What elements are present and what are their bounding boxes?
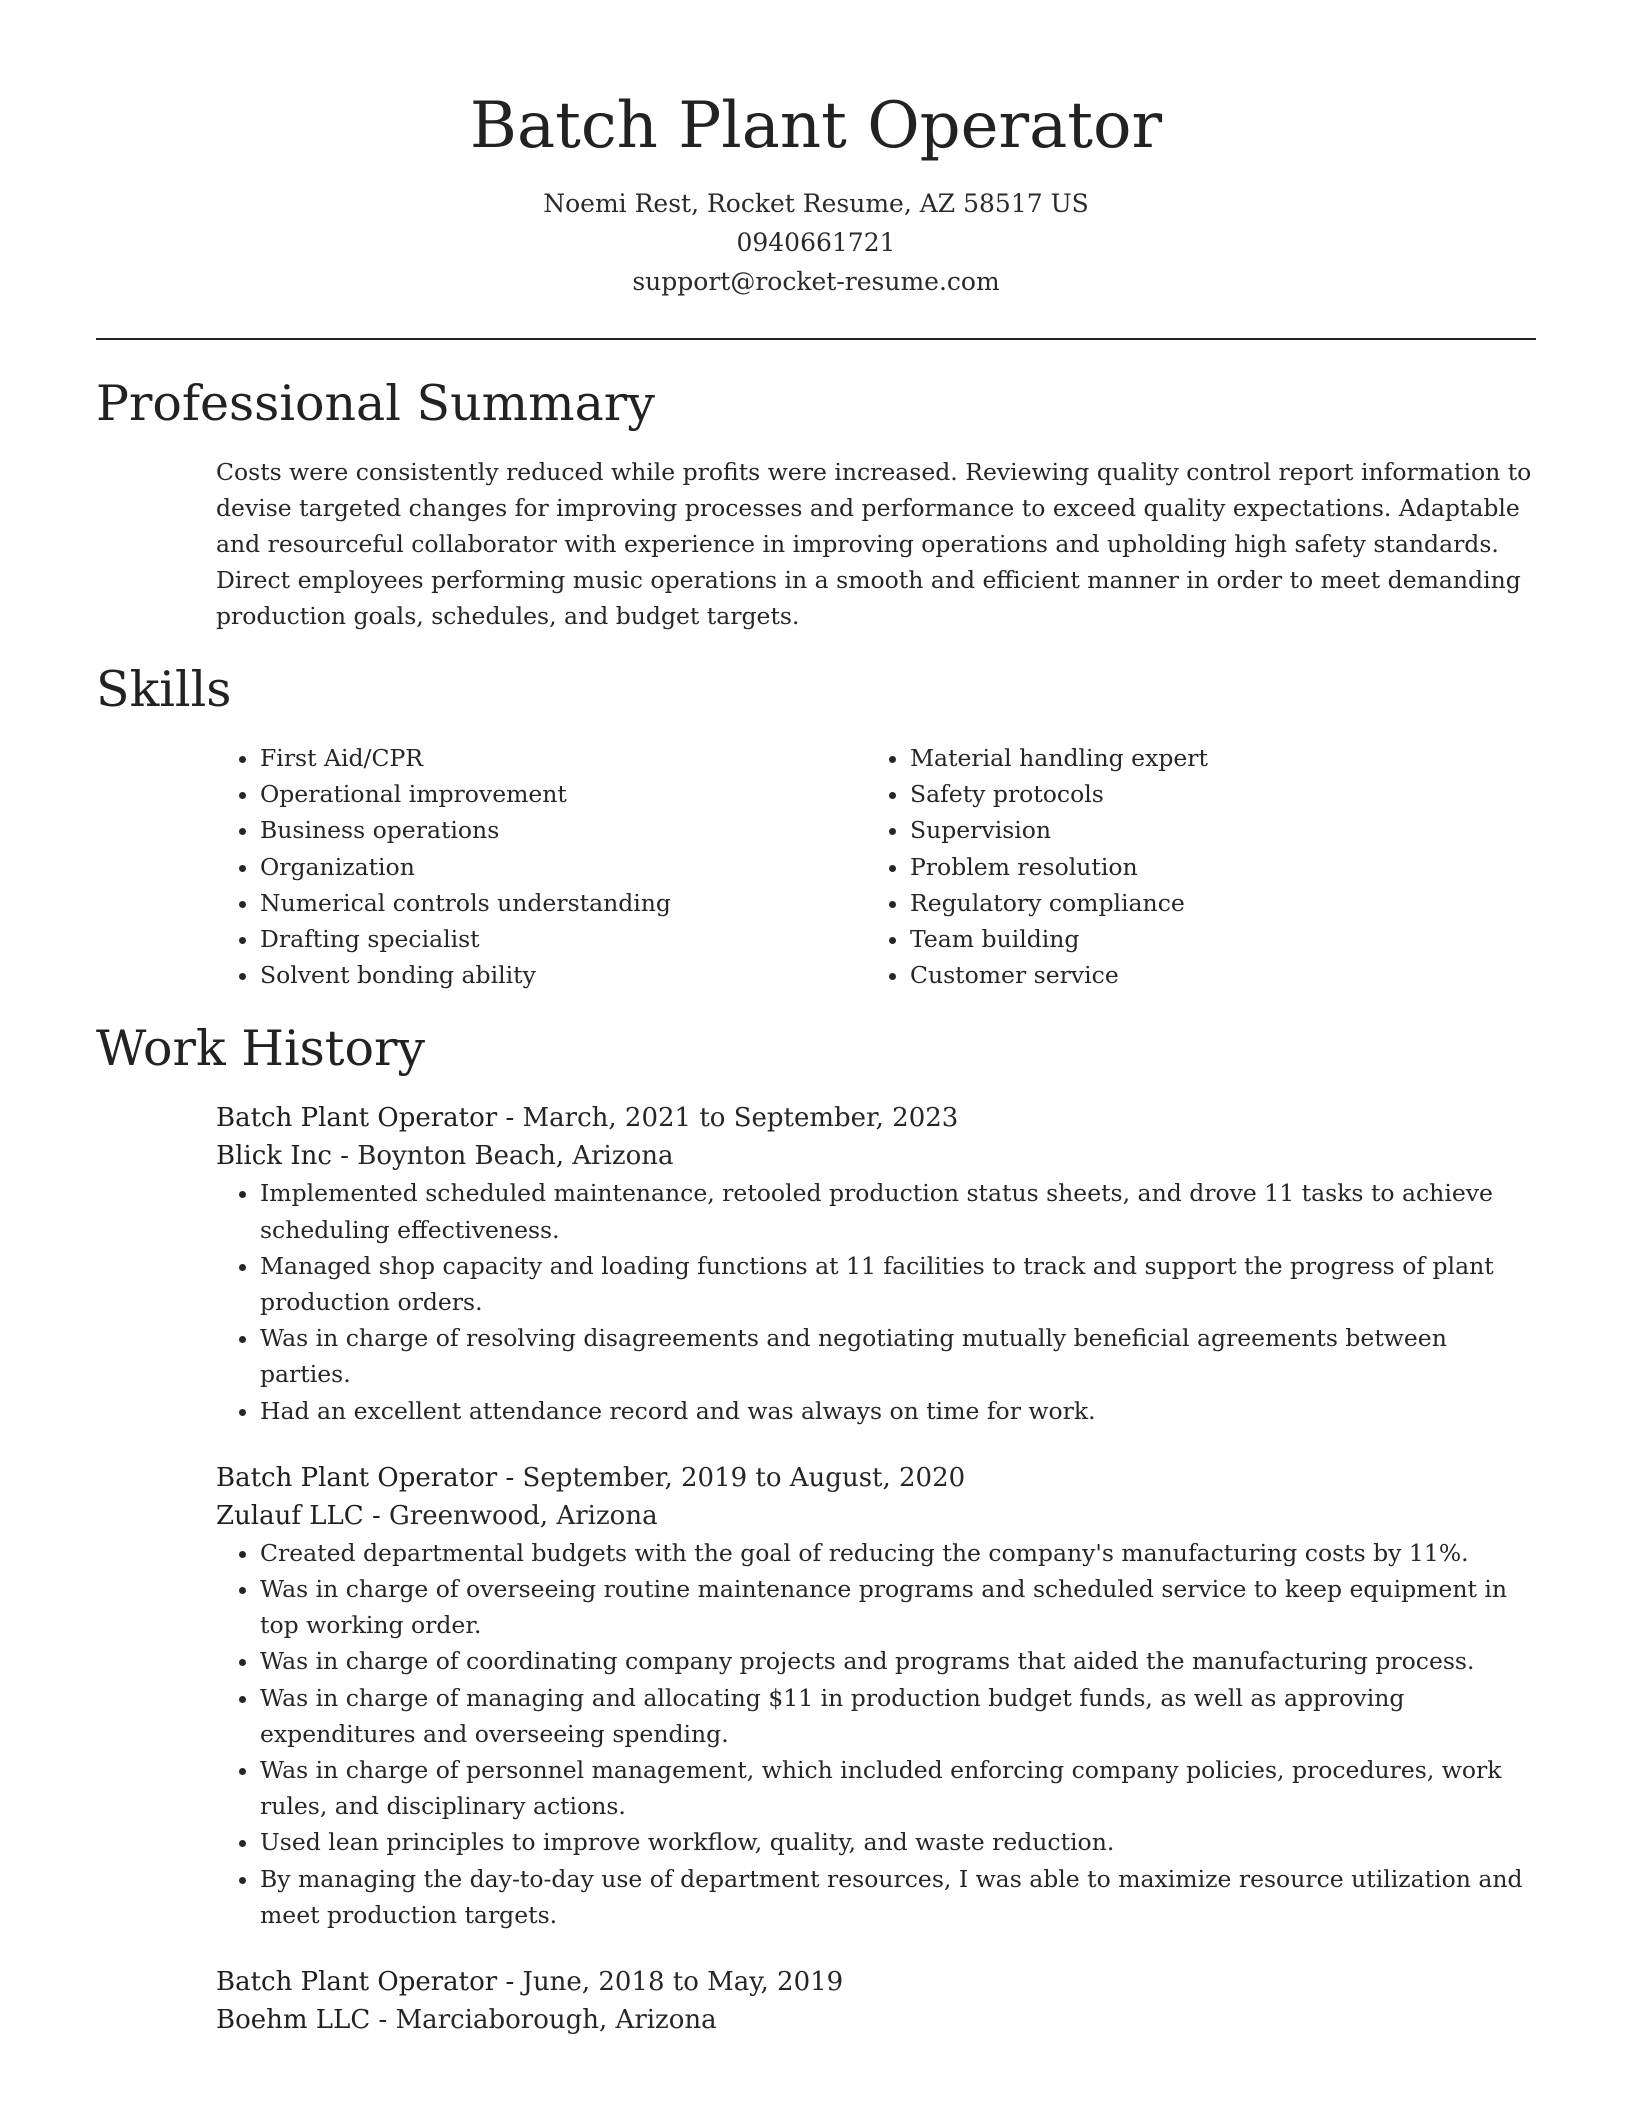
contact-block bbox=[96, 184, 1536, 301]
skill-item: • Numerical controls understanding bbox=[260, 885, 866, 921]
job-company: Boehm LLC bbox=[216, 2005, 371, 2036]
job-bullet: • Was in charge of resolving disagreements and negotiating mutually beneficial agreements between parties. bbox=[260, 1320, 1536, 1392]
job-role: Batch Plant Operator bbox=[216, 1462, 498, 1493]
job-title-line bbox=[216, 1099, 1536, 1137]
job-bullets bbox=[216, 1535, 1536, 1933]
skill-item: • Regulatory compliance bbox=[910, 885, 1516, 921]
skill-item: • Customer service bbox=[910, 957, 1516, 993]
resume-name: Batch Plant Operator bbox=[469, 89, 1163, 163]
skill-item: • Business operations bbox=[260, 812, 866, 848]
job-location: - Greenwood, Arizona bbox=[363, 1500, 658, 1531]
skills-column-left bbox=[216, 740, 866, 993]
skill-item: • First Aid/CPR bbox=[260, 740, 866, 776]
job-bullet: • Was in charge of personnel management, which included enforcing company policies, procedures, work rules, and disciplinary actions. bbox=[260, 1752, 1536, 1824]
job-role: Batch Plant Operator bbox=[216, 1103, 498, 1134]
job-bullet: • Was in charge of managing and allocating $11 in production budget funds, as well as approving expenditures and overseeing spending. bbox=[260, 1680, 1536, 1752]
job-entry bbox=[216, 1963, 1536, 2039]
job-location: - Boynton Beach, Arizona bbox=[331, 1141, 674, 1172]
skill-item: • Team building bbox=[910, 921, 1516, 957]
job-bullet: • Had an excellent attendance record and was always on time for work. bbox=[260, 1393, 1536, 1429]
skill-item: • Safety protocols bbox=[910, 776, 1516, 812]
skills-list bbox=[216, 740, 1536, 993]
skills-column-right bbox=[866, 740, 1516, 993]
resume-header bbox=[96, 0, 1536, 301]
job-dates: - March, 2021 to September, 2023 bbox=[497, 1103, 959, 1134]
job-location: - Marciaborough, Arizona bbox=[370, 2005, 717, 2036]
job-company: Zulauf LLC bbox=[216, 1500, 364, 1531]
address: Noemi Rest, Rocket Resume, AZ 58517 US bbox=[543, 189, 1089, 218]
skill-item: • Organization bbox=[260, 849, 866, 885]
job-company-line bbox=[216, 1137, 1536, 1175]
skill-item: • Supervision bbox=[910, 812, 1516, 848]
job-title-line bbox=[216, 1963, 1536, 2001]
job-bullet: • Was in charge of coordinating company projects and programs that aided the manufacturing process. bbox=[260, 1643, 1536, 1679]
job-bullet: • Implemented scheduled maintenance, retooled production status sheets, and drove 11 tasks to achieve scheduling effectiveness. bbox=[260, 1175, 1536, 1247]
job-bullet: • By managing the day-to-day use of department resources, I was able to maximize resource utilization and meet production targets. bbox=[260, 1861, 1536, 1933]
skill-item: • Problem resolution bbox=[910, 849, 1516, 885]
job-bullet: • Managed shop capacity and loading functions at 11 facilities to track and support the progress of plant production orders. bbox=[260, 1248, 1536, 1320]
job-dates: - September, 2019 to August, 2020 bbox=[497, 1462, 966, 1493]
header-divider bbox=[96, 338, 1536, 340]
job-dates: - June, 2018 to May, 2019 bbox=[497, 1967, 844, 1998]
job-bullets bbox=[216, 1175, 1536, 1428]
job-company: Blick Inc bbox=[216, 1141, 332, 1172]
phone: 0940661721 bbox=[736, 228, 896, 257]
skill-item: • Operational improvement bbox=[260, 776, 866, 812]
job-company-line bbox=[216, 1497, 1536, 1535]
skill-item: • Material handling expert bbox=[910, 740, 1516, 776]
job-company-line bbox=[216, 2001, 1536, 2039]
job-entry bbox=[216, 1459, 1536, 1933]
skill-item: • Solvent bonding ability bbox=[260, 957, 866, 993]
job-entry bbox=[216, 1099, 1536, 1428]
work-history-heading: Work History bbox=[96, 1020, 426, 1078]
summary-text: Costs were consistently reduced while profits were increased. Reviewing quality control report information to devise targeted changes for improving processes and performance to exceed quality expectations. Adaptable and resourceful collaborator with experience in improving operations and upholding high safety standards. Direct employees performing music operations in a smooth and efficient manner in order to meet demanding production goals, schedules, and budget targets. bbox=[216, 458, 1532, 630]
email: support@rocket-resume.com bbox=[632, 267, 1000, 296]
job-bullet: • Used lean principles to improve workflow, quality, and waste reduction. bbox=[260, 1824, 1536, 1860]
job-bullet: • Was in charge of overseeing routine maintenance programs and scheduled service to keep equipment in top working order. bbox=[260, 1571, 1536, 1643]
summary-heading: Professional Summary bbox=[96, 375, 655, 432]
job-bullet: • Created departmental budgets with the goal of reducing the company's manufacturing costs by 11%. bbox=[260, 1535, 1536, 1571]
job-role: Batch Plant Operator bbox=[216, 1967, 498, 1998]
skills-heading: Skills bbox=[96, 661, 232, 718]
job-title-line bbox=[216, 1459, 1536, 1497]
skill-item: • Drafting specialist bbox=[260, 921, 866, 957]
